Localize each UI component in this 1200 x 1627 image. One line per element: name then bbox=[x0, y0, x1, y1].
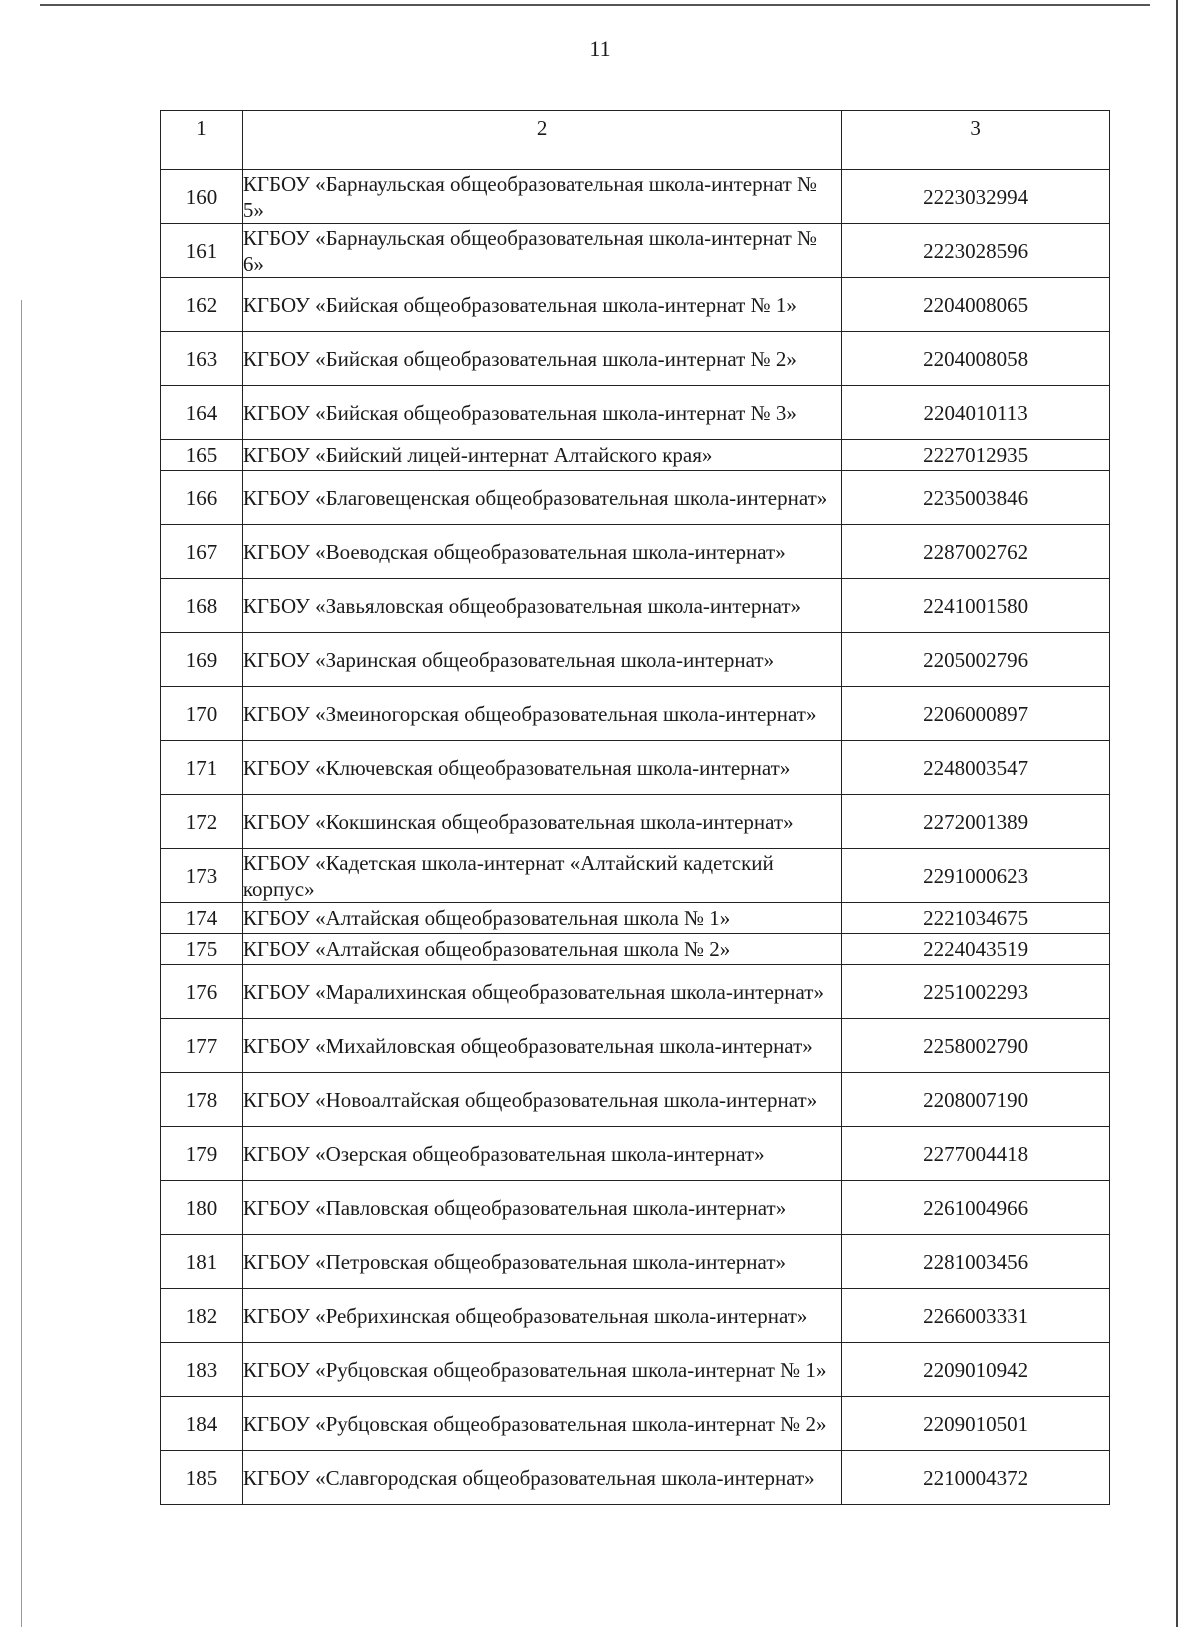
institution-code: 2235003846 bbox=[842, 471, 1110, 525]
row-number: 176 bbox=[161, 965, 243, 1019]
institution-code: 2261004966 bbox=[842, 1181, 1110, 1235]
institution-name: КГБОУ «Озерская общеобразовательная школа-интернат» bbox=[242, 1127, 841, 1181]
table-row bbox=[161, 1343, 1110, 1397]
table-row bbox=[161, 1073, 1110, 1127]
institution-code: 2210004372 bbox=[842, 1451, 1110, 1505]
table-row bbox=[161, 224, 1110, 278]
institution-code: 2223032994 bbox=[842, 170, 1110, 224]
institution-code: 2206000897 bbox=[842, 687, 1110, 741]
table-row bbox=[161, 386, 1110, 440]
institution-code: 2224043519 bbox=[842, 934, 1110, 965]
institution-name: КГБОУ «Алтайская общеобразовательная школа № 2» bbox=[242, 934, 841, 965]
institution-name: КГБОУ «Михайловская общеобразовательная школа-интернат» bbox=[242, 1019, 841, 1073]
institution-code: 2241001580 bbox=[842, 579, 1110, 633]
institution-code: 2272001389 bbox=[842, 795, 1110, 849]
row-number: 169 bbox=[161, 633, 243, 687]
institution-code: 2204008058 bbox=[842, 332, 1110, 386]
row-number: 160 bbox=[161, 170, 243, 224]
institution-name: КГБОУ «Воеводская общеобразовательная школа-интернат» bbox=[242, 525, 841, 579]
row-number: 185 bbox=[161, 1451, 243, 1505]
institution-name: КГБОУ «Змеиногорская общеобразовательная школа-интернат» bbox=[242, 687, 841, 741]
table-row bbox=[161, 1235, 1110, 1289]
institution-name: КГБОУ «Ребрихинская общеобразовательная школа-интернат» bbox=[242, 1289, 841, 1343]
institution-code: 2266003331 bbox=[842, 1289, 1110, 1343]
table-row bbox=[161, 278, 1110, 332]
institution-name: КГБОУ «Славгородская общеобразовательная школа-интернат» bbox=[242, 1451, 841, 1505]
institution-name: КГБОУ «Бийская общеобразовательная школа-интернат № 2» bbox=[242, 332, 841, 386]
institution-code: 2227012935 bbox=[842, 440, 1110, 471]
row-number: 183 bbox=[161, 1343, 243, 1397]
institution-code: 2204010113 bbox=[842, 386, 1110, 440]
institution-code: 2277004418 bbox=[842, 1127, 1110, 1181]
table-row bbox=[161, 934, 1110, 965]
row-number: 182 bbox=[161, 1289, 243, 1343]
row-number: 177 bbox=[161, 1019, 243, 1073]
institution-code: 2221034675 bbox=[842, 903, 1110, 934]
scan-edge-right bbox=[1176, 0, 1178, 1627]
scan-edge-top bbox=[40, 4, 1150, 6]
header-col-3: 3 bbox=[842, 111, 1110, 170]
table-row bbox=[161, 579, 1110, 633]
institution-code: 2287002762 bbox=[842, 525, 1110, 579]
institution-name: КГБОУ «Петровская общеобразовательная школа-интернат» bbox=[242, 1235, 841, 1289]
institution-name: КГБОУ «Заринская общеобразовательная школа-интернат» bbox=[242, 633, 841, 687]
table-row bbox=[161, 741, 1110, 795]
table-row bbox=[161, 170, 1110, 224]
table-row bbox=[161, 903, 1110, 934]
institution-name: КГБОУ «Барнаульская общеобразовательная школа-интернат № 5» bbox=[242, 170, 841, 224]
row-number: 164 bbox=[161, 386, 243, 440]
table-row bbox=[161, 633, 1110, 687]
row-number: 165 bbox=[161, 440, 243, 471]
institution-code: 2209010501 bbox=[842, 1397, 1110, 1451]
institution-name: КГБОУ «Благовещенская общеобразовательная школа-интернат» bbox=[242, 471, 841, 525]
institution-name: КГБОУ «Завьяловская общеобразовательная школа-интернат» bbox=[242, 579, 841, 633]
institution-name: КГБОУ «Павловская общеобразовательная школа-интернат» bbox=[242, 1181, 841, 1235]
institution-name: КГБОУ «Новоалтайская общеобразовательная школа-интернат» bbox=[242, 1073, 841, 1127]
table-header-row bbox=[161, 111, 1110, 170]
institution-name: КГБОУ «Рубцовская общеобразовательная школа-интернат № 2» bbox=[242, 1397, 841, 1451]
header-col-1: 1 bbox=[161, 111, 243, 170]
row-number: 167 bbox=[161, 525, 243, 579]
table-row bbox=[161, 440, 1110, 471]
institution-code: 2281003456 bbox=[842, 1235, 1110, 1289]
institution-code: 2251002293 bbox=[842, 965, 1110, 1019]
institution-code: 2204008065 bbox=[842, 278, 1110, 332]
institutions-table bbox=[160, 110, 1110, 1505]
table-row bbox=[161, 849, 1110, 903]
institution-name: КГБОУ «Кадетская школа-интернат «Алтайский кадетский корпус» bbox=[242, 849, 841, 903]
institution-name: КГБОУ «Рубцовская общеобразовательная школа-интернат № 1» bbox=[242, 1343, 841, 1397]
row-number: 181 bbox=[161, 1235, 243, 1289]
row-number: 166 bbox=[161, 471, 243, 525]
row-number: 175 bbox=[161, 934, 243, 965]
table-row bbox=[161, 965, 1110, 1019]
table-row bbox=[161, 332, 1110, 386]
table-body bbox=[161, 170, 1110, 1505]
institution-code: 2205002796 bbox=[842, 633, 1110, 687]
table-row bbox=[161, 1397, 1110, 1451]
institution-name: КГБОУ «Барнаульская общеобразовательная школа-интернат № 6» bbox=[242, 224, 841, 278]
row-number: 180 bbox=[161, 1181, 243, 1235]
row-number: 172 bbox=[161, 795, 243, 849]
institution-code: 2248003547 bbox=[842, 741, 1110, 795]
institution-code: 2209010942 bbox=[842, 1343, 1110, 1397]
institution-code: 2223028596 bbox=[842, 224, 1110, 278]
row-number: 173 bbox=[161, 849, 243, 903]
row-number: 168 bbox=[161, 579, 243, 633]
institution-name: КГБОУ «Бийская общеобразовательная школа-интернат № 1» bbox=[242, 278, 841, 332]
institution-name: КГБОУ «Бийская общеобразовательная школа-интернат № 3» bbox=[242, 386, 841, 440]
table-row bbox=[161, 525, 1110, 579]
institution-name: КГБОУ «Алтайская общеобразовательная школа № 1» bbox=[242, 903, 841, 934]
table-row bbox=[161, 471, 1110, 525]
institution-code: 2258002790 bbox=[842, 1019, 1110, 1073]
table-row bbox=[161, 1181, 1110, 1235]
row-number: 179 bbox=[161, 1127, 243, 1181]
row-number: 161 bbox=[161, 224, 243, 278]
table-row bbox=[161, 1127, 1110, 1181]
institution-code: 2208007190 bbox=[842, 1073, 1110, 1127]
row-number: 174 bbox=[161, 903, 243, 934]
row-number: 162 bbox=[161, 278, 243, 332]
table-row bbox=[161, 1019, 1110, 1073]
row-number: 184 bbox=[161, 1397, 243, 1451]
header-col-2: 2 bbox=[242, 111, 841, 170]
institution-name: КГБОУ «Ключевская общеобразовательная школа-интернат» bbox=[242, 741, 841, 795]
row-number: 171 bbox=[161, 741, 243, 795]
row-number: 170 bbox=[161, 687, 243, 741]
institution-name: КГБОУ «Маралихинская общеобразовательная школа-интернат» bbox=[242, 965, 841, 1019]
institution-name: КГБОУ «Кокшинская общеобразовательная школа-интернат» bbox=[242, 795, 841, 849]
table-row bbox=[161, 1451, 1110, 1505]
table-row bbox=[161, 687, 1110, 741]
row-number: 163 bbox=[161, 332, 243, 386]
row-number: 178 bbox=[161, 1073, 243, 1127]
table-row bbox=[161, 795, 1110, 849]
page-number: 11 bbox=[589, 36, 611, 61]
institution-code: 2291000623 bbox=[842, 849, 1110, 903]
institution-name: КГБОУ «Бийский лицей-интернат Алтайского края» bbox=[242, 440, 841, 471]
scan-edge-left bbox=[21, 300, 22, 1627]
table-row bbox=[161, 1289, 1110, 1343]
